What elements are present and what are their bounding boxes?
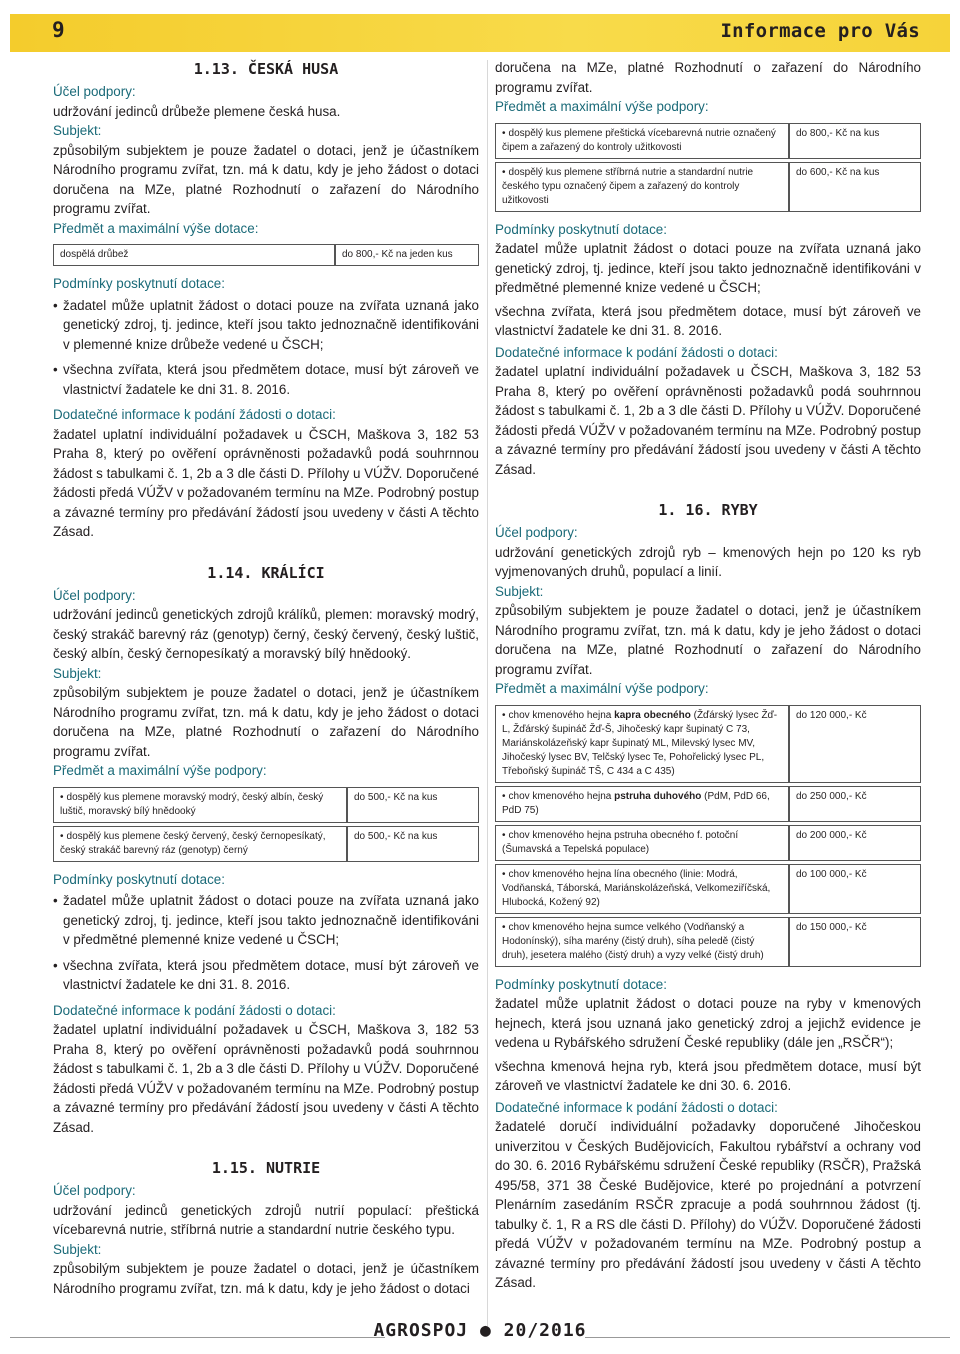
label-subjekt: Subjekt: — [53, 665, 102, 681]
table-value: do 250 000,- Kč — [789, 786, 921, 822]
conditions-list — [53, 891, 479, 995]
label-subjekt: Subjekt: — [495, 583, 544, 599]
section-nutrie-cont — [495, 58, 921, 479]
table-row — [53, 826, 479, 862]
table-row — [495, 864, 921, 914]
label-dodatecne: Dodatečné informace k podání žádosti o dotaci: — [495, 344, 778, 360]
dodatecne-text: žadatelé doručí individuální požadavky doporučené Jihočeskou univerzitou v Českých Budějovicích, Fakultou rybářství a ochrany vod do 30. 6. 2016 Rybářskému sdružení České republiky (RSČR), Pražská 495/58, 371 38 České Budějovice, které po projednání a potvrzení Plenárním zasedáním RSČR zpracuje a podá souhrnnou žádost (tj. tabulky č. 1, R a RS dle části D. Přílohy) do VÚŽV. Doporučené žádosti předá VÚŽV v požadovaném termínu na MZe. Podrobný postup a závazné termíny pro předávání žádostí jsou uvedeny v části A těchto Zásad. — [495, 1119, 921, 1290]
section-nutrie-start — [53, 1157, 479, 1298]
support-table — [53, 241, 479, 269]
table-row — [53, 244, 479, 266]
table-value: do 100 000,- Kč — [789, 864, 921, 914]
subjekt-text: způsobilým subjektem je pouze žadatel o dotaci, jenž je účastníkem Národního programu zvířat, tzn. má k datu, kdy je jeho žádost o dotaci doručena na MZe, platné Rozhodnutí o zařazení do Národního programu zvířat. — [53, 685, 479, 759]
column-divider — [487, 60, 488, 1328]
table-value: do 200 000,- Kč — [789, 825, 921, 861]
label-dodatecne: Dodatečné informace k podání žádosti o dotaci: — [495, 1099, 778, 1115]
dodatecne-text: žadatel uplatní individuální požadavek u ČSCH, Maškova 3, 182 53 Praha 8, který po ověření oprávněnosti požadavků podá souhrnnou žádost s tabulkami č. 1, 2b a 3 dle části D. Přílohy u VÚŽV. Doporučené žádosti předá VÚŽV v požadovaném termínu na MZe. Podrobný postup a závazné termíny pro předávání žádostí jsou uvedeny v části A těchto Zásad. — [53, 426, 479, 539]
table-item: • dospělý kus plemene moravský modrý, český albín, český luštič, moravský bílý hnědooký — [53, 787, 347, 823]
table-item: • chov kmenového hejna lína obecného (linie: Modrá, Vodňanská, Táborská, Mariánskolázeňská, Velkomeziříčská, Hlubocká, Kožený 92) — [495, 864, 789, 914]
label-dodatecne: Dodatečné informace k podání žádosti o dotaci: — [53, 407, 336, 422]
label-ucel: Účel podpory: — [53, 1183, 136, 1198]
podminky-text: žadatel může uplatnit žádost o dotaci pouze na zvířata uznaná jako genetický zdroj, tj. jedince, kteří jsou takto jednoznačně identifikováni v předmětné plemenné knize vedené u ČSCH; — [495, 241, 921, 295]
table-item: • dospělý kus plemene přeštická vícebarevná nutrie označený čipem a zařazený do kontroly užitkovosti — [495, 123, 789, 159]
table-item: • chov kmenového hejna pstruha duhového (PdM, PdD 66, PdD 75) — [495, 786, 789, 822]
left-column — [53, 58, 479, 1298]
footer — [0, 1320, 960, 1341]
section-title: 1.14. KRÁLÍCI — [207, 563, 325, 582]
subjekt-text: způsobilým subjektem je pouze žadatel o dotaci, jenž je účastníkem Národního programu zvířat, tzn. má k datu, kdy je jeho žádost o dotaci — [53, 1261, 479, 1296]
list-item: • žadatel může uplatnit žádost o dotaci pouze na zvířata uznaná jako genetický zdroj, tj. jedince, kteří jsou takto jednoznačně identifikováni v plemenné knize drůbeže vedené u ČSCH; — [53, 296, 479, 355]
table-item: • dospělý kus plemene český červený, český černopesíkatý, český strakáč barevný ráz (genotyp) černý — [53, 826, 347, 862]
subjekt-text: způsobilým subjektem je pouze žadatel o dotaci, jenž je účastníkem Národního programu zvířat, tzn. má k datu, kdy je jeho žádost o dotaci doručena na MZe, platné Rozhodnutí o zařazení do Národního programu zvířat. — [495, 603, 921, 677]
table-value: do 800,- Kč na jeden kus — [335, 244, 479, 266]
label-predmet: Předmět a maximální výše podpory: — [495, 681, 709, 696]
label-podminky: Podmínky poskytnutí dotace: — [495, 221, 667, 237]
footer-publication: AGROSPOJ ● 20/2016 — [373, 1320, 587, 1341]
table-row — [495, 825, 921, 861]
ucel-text: udržování genetických zdrojů ryb – kmenových hejn po 120 ks ryb vyjmenovaných druhů, populací a linií. — [495, 544, 921, 579]
label-subjekt: Subjekt: — [53, 1241, 102, 1257]
label-predmet: Předmět a maximální výše podpory: — [495, 99, 709, 114]
podminky-text: žadatel může uplatnit žádost o dotaci pouze na ryby v kmenových hejnech, která jsou uznaná jako genetický zdroj a jejichž evidence je vedena u Rybářského sdružení České republiky (dále jen „RSČR“); — [495, 996, 921, 1050]
table-value: do 150 000,- Kč — [789, 917, 921, 967]
conditions-list — [53, 296, 479, 400]
label-podminky: Podmínky poskytnutí dotace: — [53, 871, 225, 887]
support-table — [495, 120, 921, 215]
support-table — [495, 702, 921, 970]
label-subjekt: Subjekt: — [53, 123, 102, 138]
table-row — [495, 917, 921, 967]
table-item: • dospělý kus plemene stříbrná nutrie a standardní nutrie českého typu označený čipem a zařazený do kontroly užitkovosti — [495, 162, 789, 212]
section-title: 1. 16. RYBY — [658, 501, 758, 519]
ucel-text: udržování jedinců genetických zdrojů králíků, plemen: moravský modrý, český strakáč barevný ráz (genotyp) černý, český červený, český luštič, český albín, český černopesíkatý a moravský bílý hnědooký. — [53, 607, 479, 661]
subjekt-text: způsobilým subjektem je pouze žadatel o dotaci, jenž je účastníkem Národního programu zvířat, tzn. má k datu, kdy je jeho žádost o dotaci doručena na MZe, platné Rozhodnutí o zařazení do Národního programu zvířat. — [53, 142, 479, 216]
label-ucel: Účel podpory: — [53, 84, 136, 99]
list-item: • žadatel může uplatnit žádost o dotaci pouze na zvířata uznaná jako genetický zdroj, tj. jedince, kteří jsou takto jednoznačně identifikováni v předmětné plemenné knize vedené u ČSCH; — [53, 891, 479, 950]
dodatecne-text: žadatel uplatní individuální požadavek u ČSCH, Maškova 3, 182 53 Praha 8, který po ověření oprávněnosti požadavků podá souhrnnou žádost s tabulkami č. 1, 2b a 3 dle části D. Přílohy u VÚŽV. Doporučené žádosti předá VÚŽV v požadovaném termínu na MZe. Podrobný postup a závazné termíny pro předávání žádostí jsou uvedeny v části A těchto Zásad. — [495, 364, 921, 477]
header-title: Informace pro Vás — [720, 20, 920, 42]
table-value: do 500,- Kč na kus — [347, 826, 479, 862]
label-podminky: Podmínky poskytnutí dotace: — [53, 276, 225, 291]
table-row — [495, 123, 921, 159]
right-column — [495, 58, 921, 1293]
ucel-text: udržování jedinců drůbeže plemene česká husa. — [53, 103, 341, 119]
list-item: • všechna zvířata, která jsou předmětem dotace, musí být zároveň ve vlastnictví žadatele ke dni 31. 8. 2016. — [53, 360, 479, 399]
table-value: do 800,- Kč na kus — [789, 123, 921, 159]
table-row — [495, 705, 921, 783]
section-title: 1.15. NUTRIE — [211, 1159, 321, 1177]
section-husa — [53, 58, 479, 542]
section-kralici — [53, 562, 479, 1138]
table-row — [495, 162, 921, 212]
table-value: do 120 000,- Kč — [789, 705, 921, 783]
list-item: • všechna zvířata, která jsou předmětem dotace, musí být zároveň ve vlastnictví žadatele ke dni 31. 8. 2016. — [53, 956, 479, 995]
table-value: do 500,- Kč na kus — [347, 787, 479, 823]
table-item: dospělá drůbež — [53, 244, 335, 266]
label-ucel: Účel podpory: — [495, 525, 578, 540]
page-number: 9 — [52, 18, 65, 42]
podminky-text: všechna kmenová hejna ryb, která jsou předmětem dotace, musí být zároveň ve vlastnictví žadatele ke dni 30. 6. 2016. — [495, 1058, 921, 1093]
table-row — [53, 787, 479, 823]
table-item: • chov kmenového hejna pstruha obecného f. potoční (Šumavská a Tepelská populace) — [495, 825, 789, 861]
label-dodatecne: Dodatečné informace k podání žádosti o dotaci: — [53, 1002, 336, 1018]
dodatecne-text: žadatel uplatní individuální požadavek u ČSCH, Maškova 3, 182 53 Praha 8, který po ověření oprávněnosti požadavků podá souhrnnou žádost s tabulkami č. 1, 2b a 3 dle části D. Přílohy u VÚŽV. Doporučené žádosti předá VÚŽV v požadovaném termínu na MZe. Podrobný postup a závazné termíny pro předávání žádostí jsou uvedeny v části A těchto Zásad. — [53, 1022, 479, 1135]
section-title: 1.13. ČESKÁ HUSA — [193, 60, 339, 78]
label-podminky: Podmínky poskytnutí dotace: — [495, 976, 667, 992]
support-table — [53, 784, 479, 865]
label-predmet: Předmět a maximální výše dotace: — [53, 220, 259, 236]
table-value: do 600,- Kč na kus — [789, 162, 921, 212]
label-ucel: Účel podpory: — [53, 587, 136, 603]
ucel-text: udržování jedinců genetických zdrojů nutrií populací: přeštická vícebarevná nutrie, stříbrná nutrie a standardní nutrie českého typu. — [53, 1202, 479, 1237]
label-predmet: Předmět a maximální výše podpory: — [53, 763, 267, 778]
table-item: • chov kmenového hejna sumce velkého (Vodňanský a Hodonínský), síha marény (čistý druh), síha peledě (čistý druh), jesetera malého (čistý druh) a vyzy velké (čistý druh) — [495, 917, 789, 967]
table-item: • chov kmenového hejna kapra obecného (Žďárský lysec Žď-L, Žďárský šupináč Žď-Š, Jihočeský kapr šupinatý C 73, Mariánskolázeňský kapr šupinatý ML, Milevský lysec MV, Jihočeský lysec BV, Telčský lysec Te, Pohořelický lysec PL, Třeboňský šupináč TŠ, C 434 a C 435) — [495, 705, 789, 783]
section-ryby — [495, 499, 921, 1293]
subjekt-text-cont: doručena na MZe, platné Rozhodnutí o zařazení do Národního programu zvířat. — [495, 60, 921, 95]
podminky-text: všechna zvířata, která jsou předmětem dotace, musí být zároveň ve vlastnictví žadatele ke dni 31. 8. 2016. — [495, 303, 921, 338]
table-row — [495, 786, 921, 822]
